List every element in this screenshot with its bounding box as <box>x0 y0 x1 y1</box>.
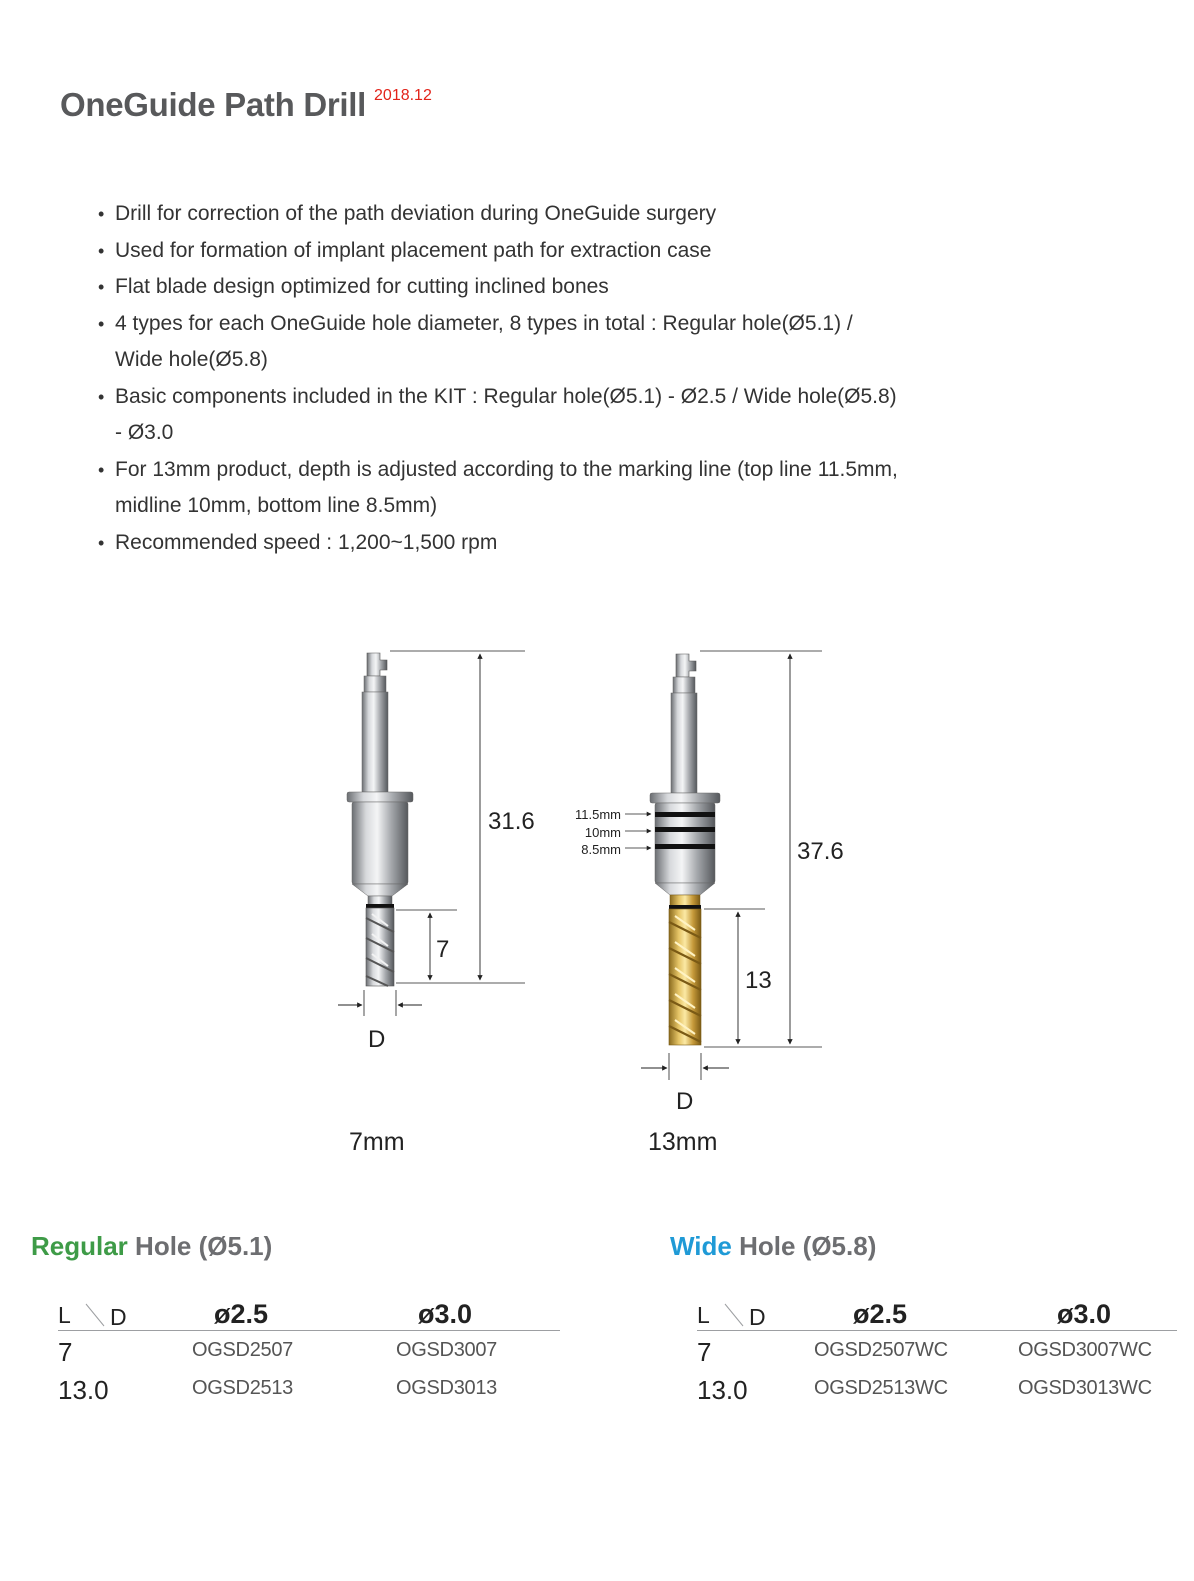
feature-list <box>98 196 898 561</box>
diameter-header: D <box>749 1304 766 1330</box>
heading-accent: Regular <box>31 1231 128 1261</box>
blade-length-label: 7 <box>436 936 450 963</box>
product-code: OGSD3013 <box>396 1377 497 1399</box>
marking-line-top <box>655 812 715 817</box>
drill-caption: 13mm <box>648 1128 718 1156</box>
heading-rest: Hole (Ø5.8) <box>731 1231 877 1261</box>
length-cell: 13.0 <box>58 1375 109 1405</box>
marking-line-bottom <box>655 844 715 849</box>
feature-item: • Flat blade design optimized for cutting inclined bones <box>98 269 898 306</box>
table-header <box>697 1298 1177 1331</box>
table-row <box>58 1369 560 1407</box>
product-code: OGSD2513 <box>192 1377 293 1399</box>
table-row <box>58 1331 560 1369</box>
table-header <box>58 1298 560 1331</box>
revision-date: 2018.12 <box>374 87 432 104</box>
wide-hole-heading <box>670 1231 876 1262</box>
column-header: ø3.0 <box>1057 1299 1112 1329</box>
column-header: ø2.5 <box>214 1299 269 1329</box>
diameter-label: D <box>676 1088 694 1115</box>
feature-item: • Drill for correction of the path deviation during OneGuide surgery <box>98 196 898 233</box>
marking-label: 8.5mm <box>581 842 621 857</box>
length-cell: 7 <box>697 1337 712 1367</box>
heading-accent: Wide <box>670 1231 732 1261</box>
column-header: ø3.0 <box>418 1299 473 1329</box>
product-code: OGSD3007WC <box>1018 1339 1152 1361</box>
length-cell: 13.0 <box>697 1375 748 1405</box>
drill-7mm-dimensions <box>338 651 535 1156</box>
length-header: L <box>58 1302 71 1328</box>
drill-13mm-dimensions <box>575 651 844 1156</box>
drill-caption: 7mm <box>349 1128 405 1156</box>
product-code: OGSD3013WC <box>1018 1377 1152 1399</box>
column-header: ø2.5 <box>853 1299 908 1329</box>
product-code: OGSD2507WC <box>814 1339 948 1361</box>
wide-hole-table <box>697 1298 1177 1407</box>
product-code: OGSD2513WC <box>814 1377 948 1399</box>
total-length-label: 37.6 <box>797 838 844 865</box>
feature-item: • For 13mm product, depth is adjusted according to the marking line (top line 11.5mm, midline 10mm, bottom line 8.5mm) <box>98 452 898 525</box>
diameter-label: D <box>368 1026 386 1053</box>
diagonal-divider <box>84 1302 106 1328</box>
marking-line-mid <box>655 827 715 832</box>
regular-hole-heading <box>31 1231 272 1262</box>
total-length-label: 31.6 <box>488 808 535 835</box>
length-header: L <box>697 1302 710 1328</box>
feature-item: • 4 types for each OneGuide hole diameter, 8 types in total : Regular hole(Ø5.1) / Wide hole(Ø5.8) <box>98 306 898 379</box>
marking-label: 11.5mm <box>575 807 621 822</box>
page-title: OneGuide Path Drill <box>60 86 367 123</box>
drill-13mm <box>650 654 720 1045</box>
table-row <box>697 1331 1177 1369</box>
diameter-header: D <box>110 1304 127 1330</box>
marking-label: 10mm <box>584 825 621 840</box>
page-header <box>60 86 432 124</box>
table-row <box>697 1369 1177 1407</box>
product-code: OGSD2507 <box>192 1339 293 1361</box>
feature-item: • Basic components included in the KIT : Regular hole(Ø5.1) - Ø2.5 / Wide hole(Ø5.8) - Ø3.0 <box>98 379 898 452</box>
regular-hole-table <box>58 1298 560 1407</box>
feature-item: • Recommended speed : 1,200~1,500 rpm <box>98 525 898 562</box>
length-cell: 7 <box>58 1337 73 1367</box>
drill-7mm <box>347 653 413 986</box>
heading-rest: Hole (Ø5.1) <box>127 1231 273 1261</box>
diagonal-divider <box>723 1302 745 1328</box>
product-code: OGSD3007 <box>396 1339 497 1361</box>
feature-item: • Used for formation of implant placement path for extraction case <box>98 233 898 270</box>
blade-length-label: 13 <box>745 967 772 994</box>
